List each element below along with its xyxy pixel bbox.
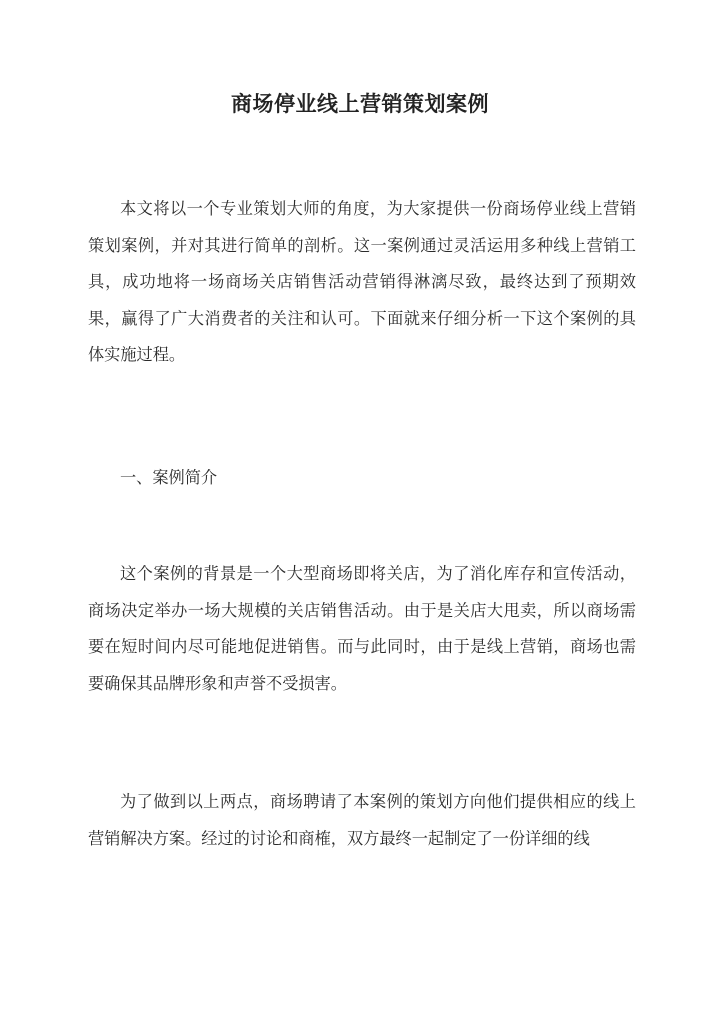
solution-paragraph: 为了做到以上两点，商场聘请了本案例的策划方向他们提供相应的线上营销解决方案。经过的讨论和商榷，双方最终一起制定了一份详细的线	[88, 792, 636, 848]
document-title: 商场停业线上营销策划案例	[231, 91, 489, 116]
section-heading: 一、案例简介	[120, 468, 218, 487]
intro-paragraph: 本文将以一个专业策划大师的角度，为大家提供一份商场停业线上营销策划案例，并对其进行简单的剖析。这一案例通过灵活运用多种线上营销工具，成功地将一场商场关店销售活动营销得淋漓尽致，最终达到了预期效果，赢得了广大消费者的关注和认可。下面就来仔细分析一下这个案例的具体实施过程。	[88, 199, 636, 364]
background-paragraph: 这个案例的背景是一个大型商场即将关店，为了消化库存和宣传活动，商场决定举办一场大规模的关店销售活动。由于是关店大甩卖，所以商场需要在短时间内尽可能地促进销售。而与此同时，由于是线上营销，商场也需要确保其品牌形象和声誉不受损害。	[88, 564, 636, 693]
